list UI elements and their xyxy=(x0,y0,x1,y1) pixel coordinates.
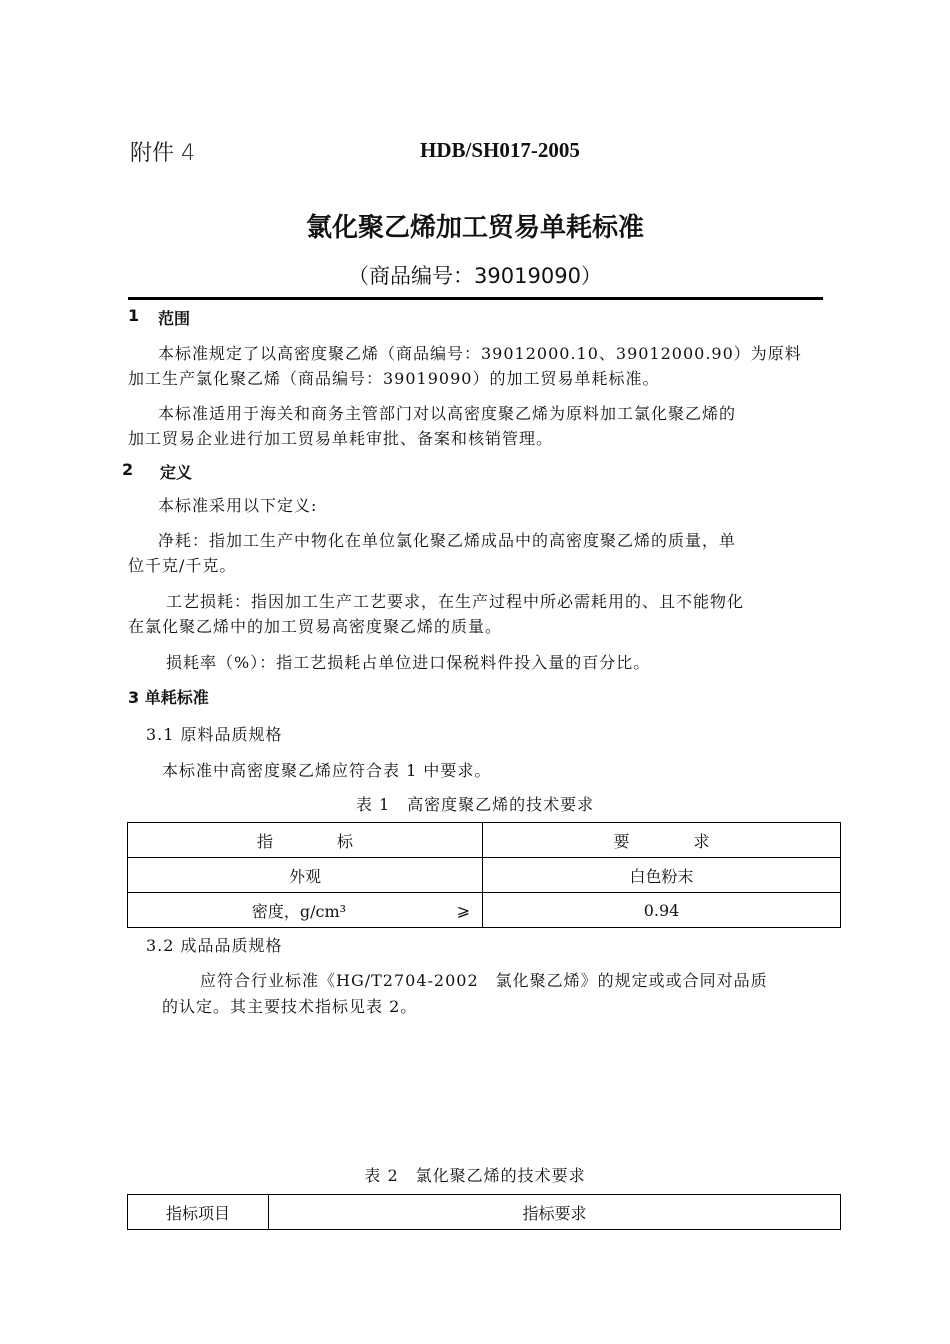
subsection-3-2-line2: 的认定。其主要技术指标见表 2。 xyxy=(162,997,418,1016)
table-row xyxy=(128,893,841,928)
section1-para1-line1: 本标准规定了以高密度聚乙烯（商品编号：39012000.10、39012000.90）为原料 xyxy=(158,344,802,363)
table-row xyxy=(128,858,841,893)
attachment-label: 附件 4 xyxy=(130,141,195,166)
definition-loss-rate: 损耗率（%）：指工艺损耗占单位进口保税料件投入量的百分比。 xyxy=(166,653,651,672)
subsection-3-2-line1: 应符合行业标准《HG/T2704-2002 氯化聚乙烯》的规定或或合同对品质 xyxy=(200,971,768,990)
table2-header-row xyxy=(128,1195,841,1230)
subsection-3-1-text: 本标准中高密度聚乙烯应符合表 1 中要求。 xyxy=(162,761,492,780)
table1-cell-item: 外观 xyxy=(128,858,483,893)
table1-cell-value: 白色粉末 xyxy=(483,858,841,893)
definition-net-line2: 位千克/千克。 xyxy=(128,556,237,575)
table1-header-requirement: 要 求 xyxy=(483,823,841,858)
title-rule xyxy=(128,297,823,300)
definition-net-line1: 净耗：指加工生产中物化在单位氯化聚乙烯成品中的高密度聚乙烯的质量，单 xyxy=(158,531,737,550)
document-subtitle: （商品编号：39019090） xyxy=(348,264,602,288)
section1-para2-line1: 本标准适用于海关和商务主管部门对以高密度聚乙烯为原料加工氯化聚乙烯的 xyxy=(158,404,737,423)
section3-heading: 3 单耗标准 xyxy=(128,688,209,707)
standard-code: HDB/SH017-2005 xyxy=(420,138,580,162)
table1-cell-item: 密度，g/cm³ xyxy=(128,893,411,928)
table2-header-requirement: 指标要求 xyxy=(269,1195,841,1230)
table2 xyxy=(127,1194,841,1230)
definition-process-loss-line2: 在氯化聚乙烯中的加工贸易高密度聚乙烯的质量。 xyxy=(128,617,503,636)
subsection-3-2: 3.2 成品品质规格 xyxy=(146,936,283,955)
table2-caption: 表 2 氯化聚乙烯的技术要求 xyxy=(364,1166,586,1185)
subsection-3-1: 3.1 原料品质规格 xyxy=(146,725,283,744)
table1 xyxy=(127,822,841,928)
section2-heading: 定义 xyxy=(160,463,193,482)
table2-header-item: 指标项目 xyxy=(128,1195,269,1230)
section1-heading: 范围 xyxy=(158,309,191,328)
document-title: 氯化聚乙烯加工贸易单耗标准 xyxy=(305,213,644,243)
definition-process-loss-line1: 工艺损耗：指因加工生产工艺要求，在生产过程中所必需耗用的、且不能物化 xyxy=(166,592,745,611)
section2-intro: 本标准采用以下定义: xyxy=(158,496,318,515)
table1-header-indicator: 指 标 xyxy=(128,823,483,858)
table1-cell-value: 0.94 xyxy=(483,893,841,928)
table1-header-row xyxy=(128,823,841,858)
section2-heading-num: 2 xyxy=(122,460,134,479)
section1-heading-num: 1 xyxy=(128,306,140,325)
section1-para2-line2: 加工贸易企业进行加工贸易单耗审批、备案和核销管理。 xyxy=(128,429,554,448)
table1-cell-sign: ⩾ xyxy=(410,893,483,928)
section1-para1-line2: 加工生产氯化聚乙烯（商品编号：39019090）的加工贸易单耗标准。 xyxy=(128,369,660,388)
table1-caption: 表 1 高密度聚乙烯的技术要求 xyxy=(355,795,595,814)
